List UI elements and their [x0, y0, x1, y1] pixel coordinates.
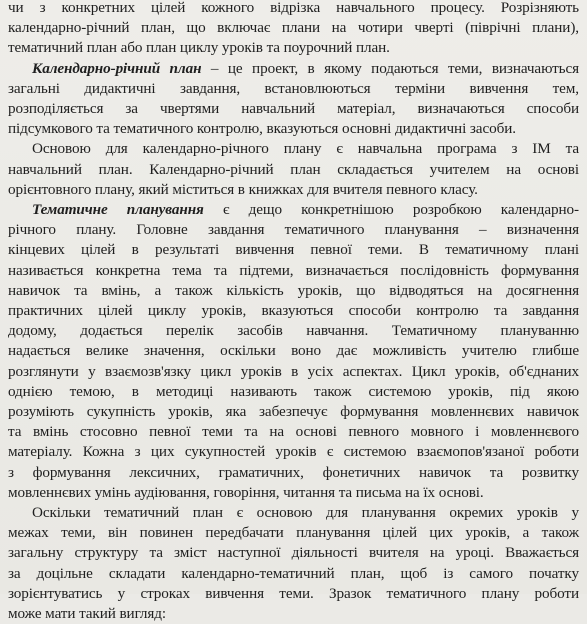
- text-line: календарно-річний план, що включає плани на чотири чверті (піврічні плани),: [8, 19, 579, 37]
- text-line: підсумкового та тематичного контролю, вказуються основні дидактичні засоби.: [8, 120, 516, 138]
- text-line: може мати такий вигляд:: [8, 605, 167, 623]
- term-thematic-planning: Тематичне планування: [32, 201, 204, 219]
- text-line: мовленнєвих умінь аудіювання, говоріння, читання та письма на їх основі.: [8, 483, 484, 501]
- text-line: навичок та вмінь, а також кількість уроків, що відводяться на досягнення: [8, 281, 579, 299]
- text-line: однією темою, в методиці називають також системою уроків, під якою: [8, 382, 579, 400]
- text-line: межах теми, він повинен передбачати планування цілей цих уроків, а також: [8, 524, 579, 542]
- text-line: розуміють сукупність уроків, яка забезпечує формування мовленнєвих навичок: [8, 403, 579, 421]
- paragraph-first-line: Оскільки тематичний план є основою для планування окремих уроків у: [32, 504, 579, 522]
- text-line: з формування лексичних, граматичних, фонетичних навичок та розвитку: [8, 463, 579, 481]
- paragraph-first-line: [8, 200, 579, 220]
- text-line: загальну структуру та зміст наступної діяльності вчителя на уроці. Вважається: [8, 544, 579, 562]
- text-span: є дещо конкретнішою розробкою календарно-: [203, 201, 580, 219]
- text-line: надається велике значення, оскільки воно дає можливість учителю глибше: [8, 342, 579, 360]
- text-line: тематичний план або план циклу уроків та поурочний план.: [8, 39, 390, 57]
- text-line: розподіляється за чвертями навчальний матеріал, визначаються способи: [8, 100, 579, 118]
- paragraph-first-line: Основою для календарно-річного плану є навчальна програма з ІМ та: [32, 140, 579, 158]
- term-calendar-plan: Календарно-річний план: [32, 59, 202, 77]
- text-line: орієнтовного плану, який міститься в книжках для вчителя певного класу.: [8, 180, 478, 198]
- text-line: кінцевих цілей в результаті вивчення певної теми. В тематичному плані: [8, 241, 579, 259]
- text-line: додому, додається перелік засобів навчання. Тематичному плануванню: [8, 322, 579, 340]
- text-line: практичних цілей циклу уроків, вказуються способи контролю та завдання: [8, 302, 579, 320]
- text-line: матеріалу. Кожна з цих сукупностей уроків є системою взаємопов'язаної роботи: [8, 443, 579, 461]
- text-line: називається конкретна тема та підтеми, визначається послідовність формування: [8, 261, 579, 279]
- paragraph-first-line: [8, 59, 579, 79]
- text-line: навчальний план. Календарно-річний план складається учителем на основі: [8, 160, 579, 178]
- text-line: чи з конкретних цілей кожного відрізка навчального процесу. Розрізняють: [8, 0, 579, 16]
- text-line: річного плану. Головне завдання тематичного планування – визначення: [8, 221, 579, 239]
- page-text: [8, 0, 579, 624]
- text-line: зорієнтуватись у строках вивчення теми. Зразок тематичного плану роботи: [8, 584, 579, 602]
- text-line: розглянути у взаємозв'язку цикл уроків в усіх аспектах. Цикл уроків, об'єднаних: [8, 362, 579, 380]
- text-line: та вмінь стосовно певної теми та на основі певного мовного і мовленнєвого: [8, 423, 579, 441]
- text-span: – це проект, в якому подаються теми, визначаються: [201, 59, 580, 77]
- text-line: загальні дидактичні завдання, встановлюються терміни вивчення тем,: [8, 79, 579, 97]
- text-line: за доцільне складати календарно-тематичний план, щоб із самого початку: [8, 564, 579, 582]
